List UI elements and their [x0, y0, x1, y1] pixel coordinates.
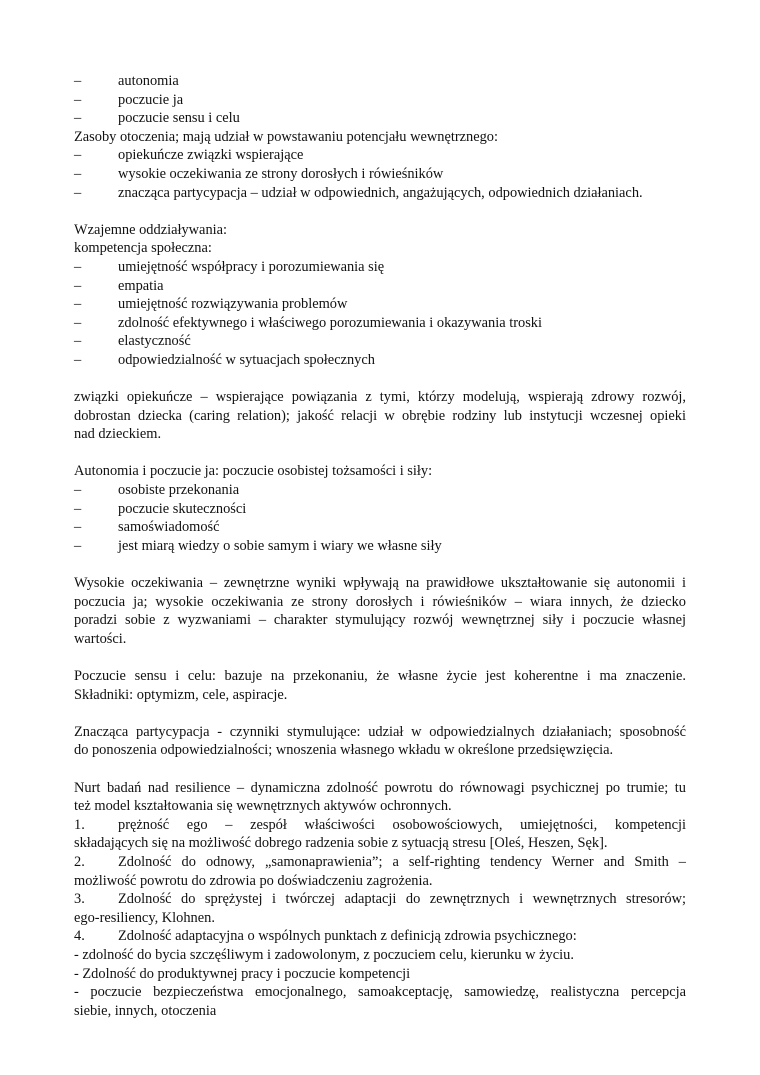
dash-bullet: – [74, 333, 82, 350]
list-item [74, 314, 686, 333]
numbered-item-continuation: możliwość powrotu do zdrowia po doświadczeniu zagrożenia. [74, 872, 433, 889]
list-item [74, 109, 686, 128]
numbered-item [74, 816, 686, 835]
item-number: 1. [74, 816, 85, 833]
section-heading: Zasoby otoczenia; mają udział w powstawaniu potencjału wewnętrznego: [74, 128, 498, 145]
dash-bullet: – [74, 482, 82, 499]
list-item [74, 184, 686, 203]
list-item-text: wysokie oczekiwania ze strony dorosłych i rówieśników [118, 165, 444, 182]
paragraph-line: dobrostan dziecka (caring relation); jakość relacji w obrębie rodziny lub instytucji wczesnej opieki [74, 407, 686, 424]
paragraph-line: poradzi sobie z wyzwaniami – charakter stymulujący rozwój wewnętrznej siły i poczucie własnej [74, 612, 686, 629]
list-item-text: poczucie ja [118, 91, 184, 108]
hyphen-list-item: - zdolność do bycia szczęśliwym i zadowolonym, z poczuciem celu, kierunku w życiu. [74, 946, 574, 963]
list-item [74, 146, 686, 165]
list-item-text: osobiste przekonania [118, 482, 240, 499]
dash-bullet: – [74, 537, 82, 554]
hyphen-list-item-continuation: siebie, innych, otoczenia [74, 1002, 217, 1019]
section-heading: Autonomia i poczucie ja: poczucie osobistej tożsamości i siły: [74, 463, 433, 480]
dash-bullet: – [74, 500, 82, 517]
list-item [74, 277, 686, 296]
list-item [74, 165, 686, 184]
numbered-item [74, 890, 686, 909]
list-item [74, 537, 686, 556]
dash-bullet: – [74, 110, 82, 127]
list-item-text: elastyczność [118, 333, 191, 350]
section-subheading: kompetencja społeczna: [74, 240, 212, 257]
list-item-text: empatia [118, 277, 164, 294]
list-item [74, 295, 686, 314]
numbered-item-continuation: składających się na możliwość dobrego radzenia sobie z sytuacją stresu [Oleś, Heszen, Sęk]. [74, 835, 608, 852]
dash-bullet: – [74, 91, 82, 108]
paragraph-line: Nurt badań nad resilience – dynamiczna zdolność powrotu do równowagi psychicznej po trumie; tu [74, 779, 686, 796]
list-item-text: jest miarą wiedzy o sobie samym i wiary we własne siły [118, 537, 442, 554]
dash-bullet: – [74, 351, 82, 368]
numbered-item-text: Zdolność adaptacyjna o wspólnych punktach z definicją zdrowia psychicznego: [118, 928, 577, 945]
dash-bullet: – [74, 314, 82, 331]
list-item-text: umiejętność współpracy i porozumiewania się [118, 258, 385, 275]
dash-bullet: – [74, 73, 82, 89]
numbered-item-text: Zdolność do sprężystej i twórczej adaptacji do zewnętrznych i wewnętrznych stresorów; [118, 891, 686, 908]
list-item-text: zdolność efektywnego i właściwego porozumiewania i okazywania troski [118, 314, 542, 331]
hyphen-list-item: - poczucie bezpieczeństwa emocjonalnego, samoakceptację, samowiedzę, realistyczna percepcja [74, 984, 686, 1001]
list-item-text: poczucie sensu i celu [118, 110, 240, 127]
numbered-item [74, 853, 686, 872]
numbered-item-text: Zdolność do odnowy, „samonaprawienia”; a self-righting tendency Werner and Smith – [118, 853, 686, 870]
list-item-text: poczucie skuteczności [118, 500, 247, 517]
paragraph-line: związki opiekuńcze – wspierające powiązania z tymi, którzy modelują, wspierają zdrowy rozwój, [74, 389, 686, 406]
list-item [74, 258, 686, 277]
list-item-text: autonomia [118, 73, 179, 89]
paragraph-line: poczucia ja; wysokie oczekiwania ze strony dorosłych i rówieśników – wiara innych, że dziecko [74, 593, 686, 610]
list-item-text: umiejętność rozwiązywania problemów [118, 296, 348, 313]
paragraph-line: nad dzieckiem. [74, 426, 162, 443]
list-item [74, 332, 686, 351]
dash-bullet: – [74, 296, 82, 313]
list-item [74, 72, 686, 91]
list-item [74, 518, 686, 537]
item-number: 3. [74, 891, 85, 908]
paragraph-line: wartości. [74, 630, 127, 647]
item-number: 4. [74, 928, 85, 945]
dash-bullet: – [74, 147, 82, 164]
numbered-item [74, 927, 686, 946]
dash-bullet: – [74, 277, 82, 294]
paragraph-line: też model kształtowania się wewnętrznych aktywów ochronnych. [74, 798, 452, 815]
list-item [74, 481, 686, 500]
paragraph-line: Składniki: optymizm, cele, aspiracje. [74, 686, 288, 703]
dash-bullet: – [74, 184, 82, 201]
numbered-item-continuation: ego-resiliency, Klohnen. [74, 909, 215, 926]
item-number: 2. [74, 853, 85, 870]
list-item-text: odpowiedzialność w sytuacjach społecznych [118, 351, 375, 368]
paragraph-line: Poczucie sensu i celu: bazuje na przekonaniu, że własne życie jest koherentne i ma znaczenie. [74, 668, 686, 684]
document-page [74, 72, 686, 1020]
dash-bullet: – [74, 519, 82, 536]
list-item-text: samoświadomość [118, 519, 220, 536]
paragraph-line: Znacząca partycypacja - czynniki stymulujące: udział w odpowiedzialnych działaniach; sposobność [74, 723, 686, 740]
list-item-text: opiekuńcze związki wspierające [118, 147, 304, 164]
hyphen-list-item: - Zdolność do produktywnej pracy i poczucie kompetencji [74, 965, 411, 982]
paragraph-line: do ponoszenia odpowiedzialności; wnoszenia własnego wkładu w określone przedsięwzięcia. [74, 742, 614, 759]
dash-bullet: – [74, 258, 82, 275]
paragraph-line: Wysokie oczekiwania – zewnętrzne wyniki wpływają na prawidłowe ukształtowanie się autonomii i [74, 575, 686, 592]
list-item [74, 91, 686, 110]
list-item-text: znacząca partycypacja – udział w odpowiednich, angażujących, odpowiednich działaniach. [118, 184, 643, 201]
dash-bullet: – [74, 165, 82, 182]
section-heading: Wzajemne oddziaływania: [74, 221, 228, 238]
list-item [74, 351, 686, 370]
list-item [74, 500, 686, 519]
numbered-item-text: prężność ego – zespół właściwości osobowościowych, umiejętności, kompetencji [118, 816, 686, 833]
